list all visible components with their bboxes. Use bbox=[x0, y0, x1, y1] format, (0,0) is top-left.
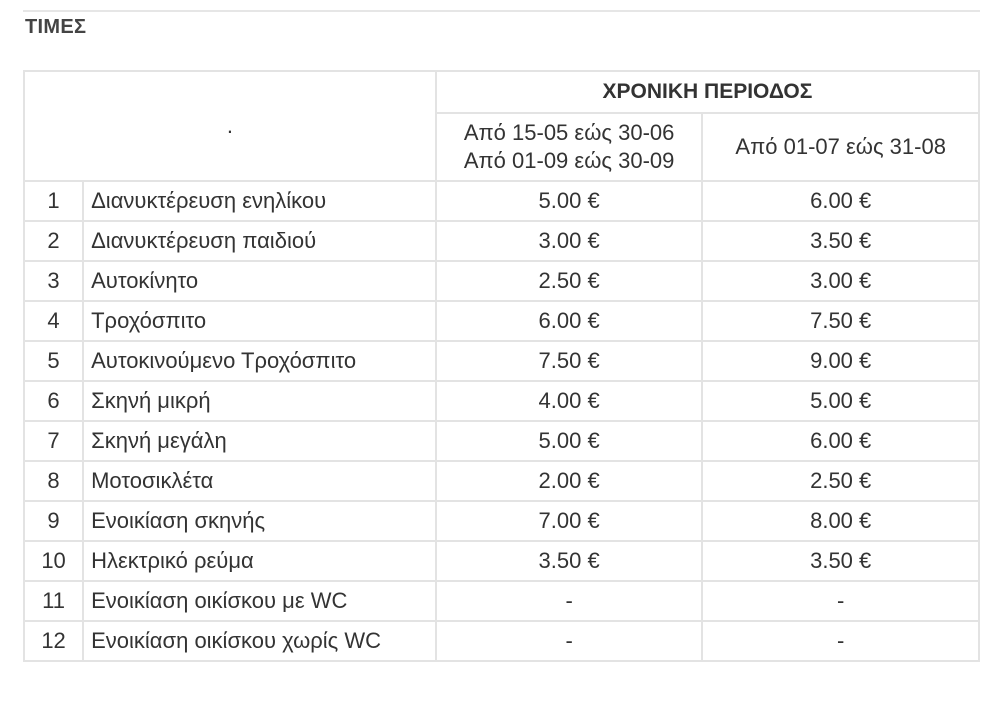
row-number: 11 bbox=[24, 581, 83, 621]
table-row bbox=[24, 581, 979, 621]
table-row bbox=[24, 381, 979, 421]
table-row bbox=[24, 501, 979, 541]
row-price-period-2: 5.00 € bbox=[702, 381, 979, 421]
row-number: 3 bbox=[24, 261, 83, 301]
row-price-period-2: 8.00 € bbox=[702, 501, 979, 541]
table-row bbox=[24, 541, 979, 581]
prices-table bbox=[23, 70, 980, 662]
row-number: 6 bbox=[24, 381, 83, 421]
table-row bbox=[24, 341, 979, 381]
row-number: 8 bbox=[24, 461, 83, 501]
row-item-name: Μοτοσικλέτα bbox=[83, 461, 436, 501]
row-number: 12 bbox=[24, 621, 83, 661]
period-header: ΧΡΟΝΙΚΗ ΠΕΡΙΟΔΟΣ bbox=[436, 71, 979, 113]
row-item-name: Αυτοκινούμενο Τροχόσπιτο bbox=[83, 341, 436, 381]
header-blank-mark: . bbox=[226, 113, 233, 138]
prices-table-body bbox=[24, 181, 979, 661]
period-1-header bbox=[436, 113, 703, 181]
row-price-period-1: 4.00 € bbox=[436, 381, 703, 421]
row-item-name: Σκηνή μεγάλη bbox=[83, 421, 436, 461]
row-price-period-2: 7.50 € bbox=[702, 301, 979, 341]
row-price-period-2: 9.00 € bbox=[702, 341, 979, 381]
row-price-period-2: 6.00 € bbox=[702, 421, 979, 461]
row-number: 10 bbox=[24, 541, 83, 581]
row-item-name: Ενοικίαση οικίσκου με WC bbox=[83, 581, 436, 621]
table-row bbox=[24, 221, 979, 261]
row-price-period-1: - bbox=[436, 581, 703, 621]
row-price-period-2: 3.00 € bbox=[702, 261, 979, 301]
row-price-period-2: - bbox=[702, 621, 979, 661]
top-divider bbox=[23, 10, 980, 12]
row-price-period-1: 3.00 € bbox=[436, 221, 703, 261]
row-price-period-2: 3.50 € bbox=[702, 541, 979, 581]
row-number: 1 bbox=[24, 181, 83, 221]
section-title: ΤΙΜΕΣ bbox=[25, 16, 87, 38]
row-item-name: Αυτοκίνητο bbox=[83, 261, 436, 301]
row-number: 9 bbox=[24, 501, 83, 541]
row-item-name: Διανυκτέρευση ενηλίκου bbox=[83, 181, 436, 221]
row-price-period-1: 2.50 € bbox=[436, 261, 703, 301]
row-price-period-1: 7.50 € bbox=[436, 341, 703, 381]
row-item-name: Διανυκτέρευση παιδιού bbox=[83, 221, 436, 261]
header-blank-cell bbox=[24, 71, 436, 181]
row-price-period-2: - bbox=[702, 581, 979, 621]
period-1-line-1: Από 15-05 εώς 30-06 bbox=[463, 120, 675, 145]
table-row bbox=[24, 621, 979, 661]
row-price-period-1: 2.00 € bbox=[436, 461, 703, 501]
row-price-period-1: 6.00 € bbox=[436, 301, 703, 341]
table-row bbox=[24, 461, 979, 501]
row-item-name: Ενοικίαση οικίσκου χωρίς WC bbox=[83, 621, 436, 661]
row-item-name: Ενοικίαση σκηνής bbox=[83, 501, 436, 541]
header-row-period bbox=[24, 71, 979, 113]
table-row bbox=[24, 301, 979, 341]
period-2-header: Από 01-07 εώς 31-08 bbox=[702, 113, 979, 181]
period-1-line-2: Από 01-09 εώς 30-09 bbox=[463, 148, 675, 173]
row-price-period-2: 6.00 € bbox=[702, 181, 979, 221]
row-price-period-2: 2.50 € bbox=[702, 461, 979, 501]
row-price-period-1: 5.00 € bbox=[436, 181, 703, 221]
row-price-period-1: 7.00 € bbox=[436, 501, 703, 541]
row-price-period-1: 3.50 € bbox=[436, 541, 703, 581]
row-price-period-1: 5.00 € bbox=[436, 421, 703, 461]
row-price-period-2: 3.50 € bbox=[702, 221, 979, 261]
row-number: 4 bbox=[24, 301, 83, 341]
table-row bbox=[24, 261, 979, 301]
row-item-name: Ηλεκτρικό ρεύμα bbox=[83, 541, 436, 581]
table-row bbox=[24, 181, 979, 221]
row-item-name: Σκηνή μικρή bbox=[83, 381, 436, 421]
row-item-name: Τροχόσπιτο bbox=[83, 301, 436, 341]
row-price-period-1: - bbox=[436, 621, 703, 661]
table-row bbox=[24, 421, 979, 461]
row-number: 2 bbox=[24, 221, 83, 261]
row-number: 5 bbox=[24, 341, 83, 381]
row-number: 7 bbox=[24, 421, 83, 461]
